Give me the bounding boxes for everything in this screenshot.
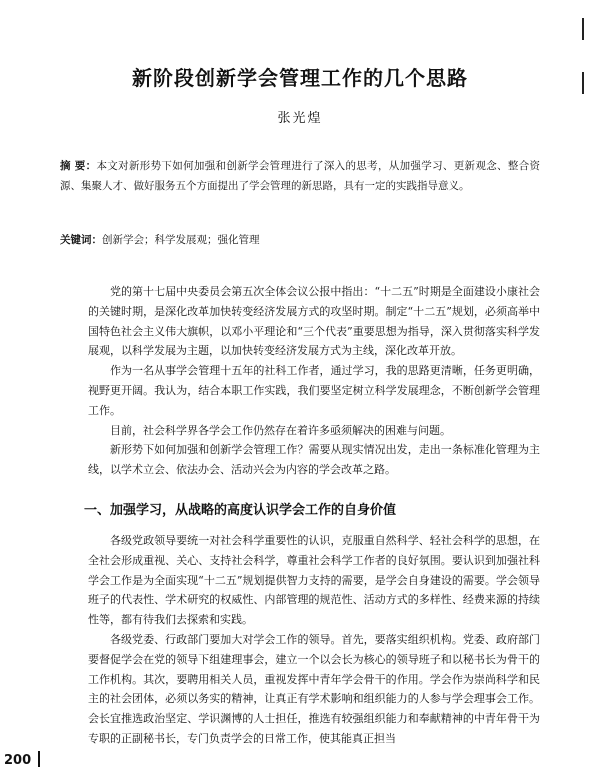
- scan-margin-mark: [582, 18, 584, 40]
- keywords-text: 创新学会；科学发展观；强化管理: [102, 234, 260, 246]
- intro-paragraph: 作为一名从事学会管理十五年的社科工作者，通过学习，我的思路更清晰，任务更明确，视野更开阔。我认为，结合本职工作实践，我们要坚定树立科学发展理念，不断创新学会管理工作。: [88, 364, 540, 417]
- abstract-text: 本文对新形势下如何加强和创新学会管理进行了深入的思考，从加强学习、更新观念、整合资源、集聚人才、做好服务五个方面提出了学会管理的新思路，具有一定的实践指导意义。: [60, 160, 541, 192]
- page-number: 200: [4, 753, 32, 768]
- scan-margin-mark: [582, 72, 584, 94]
- intro-paragraph: 目前，社会科学界各学会工作仍然存在着许多亟须解决的困难与问题。: [110, 423, 451, 437]
- keywords-label: 关键词：: [60, 234, 102, 246]
- intro-paragraph: 新形势下如何加强和创新学会管理工作？需要从现实情况出发，走出一条标准化管理为主线，以学术立会、依法办会、活动兴会为内容的学会改革之路。: [88, 443, 540, 477]
- article-body: [84, 282, 540, 749]
- intro-paragraph: 党的第十七届中央委员会第五次全体会议公报中指出：“十二五”时期是全面建设小康社会的关键时期，是深化改革加快转变经济发展方式的攻坚时期。制定“十二五”规划，必须高举中国特色社会主义伟大旗帜，以邓小平理论和“三个代表”重要思想为指导，深入贯彻落实科学发展观，以科学发展为主题，以加快转变经济发展方式为主线，深化改革开放。: [88, 285, 540, 358]
- section-paragraph: 各级党委、行政部门要加大对学会工作的领导。首先，要落实组织机构。党委、政府部门要督促学会在党的领导下组建理事会，建立一个以会长为核心的领导班子和以秘书长为骨干的工作机构。其次，要聘用相关人员，重视发挥中青年学会骨干的作用。学会作为崇尚科学和民主的社会团体，必须以务实的精神，让真正有学术影响和组织能力的人参与学会理事会工作。会长宜推选政治坚定、学识渊博的人士担任，推选有较强组织能力和奉献精神的中青年骨干为专职的正副秘书长，专门负责学会的日常工作，使其能真正担当: [88, 632, 540, 745]
- section-paragraph: 各级党政领导要统一对社会科学重要性的认识，克服重自然科学、轻社会科学的思想，在全社会形成重视、关心、支持社会科学，尊重社会科学工作者的良好氛围。要认识到加强社科学会工作是为全面实现“十二五”规划提供智力支持的需要，是学会自身建设的需要。学会领导班子的代表性、学术研究的权威性、内部管理的规范性、活动方式的多样性、经费来源的持续性等，都有待我们去探索和实践。: [88, 533, 540, 627]
- article-title: 新阶段创新学会管理工作的几个思路: [132, 66, 468, 90]
- abstract: [60, 156, 540, 196]
- article-author: 张光煌: [277, 111, 323, 126]
- abstract-label: 摘 要：: [60, 160, 97, 172]
- keywords: [60, 230, 540, 250]
- section-heading: 一、加强学习，从战略的高度认识学会工作的自身价值: [84, 502, 397, 518]
